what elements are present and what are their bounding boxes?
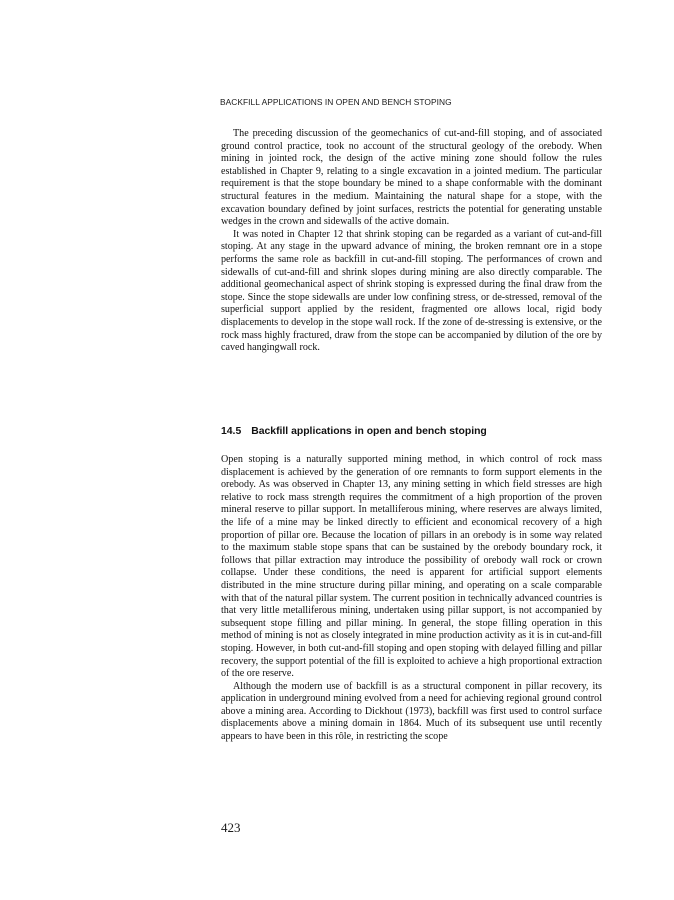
paragraph: Open stoping is a naturally supported mining method, in which control of rock mass displacement is achieved by the generation of ore remnants to form support elements in the orebody. As was observed in Chapter 13, any mining setting in which field stresses are high relative to rock mass strength requires the commitment of a high proportion of the proven mineral reserve to pillar support. In metalliferous mining, where reserves are always limited, the life of a mine may be linked directly to efficient and economical recovery of a high proportion of pillar ore. Because the location of pillars in an orebody is in some way related to the maximum stable stope spans that can be sustained by the orebody boundary rock, it follows that pillar extraction may introduce the possibility of orebody wall rock or crown collapse. Under these conditions, the need is apparent for artificial support elements distributed in the mine structure during pillar mining, and operating on a scale comparable with that of the natural pillar system. The current position in technically advanced countries is that very little metalliferous mining, undertaken using pillar support, is not accompanied by subsequent stope filling and pillar mining. In general, the stope filling operation in this method of mining is not as closely integrated in mine production activity as it is in cut-and-fill stoping. However, in both cut-and-fill stoping and open stoping with delayed filling and pillar recovery, the support potential of the fill is exploited to achieve a high proportional extraction of the ore reserve. <box>221 454 602 680</box>
page-number: 423 <box>221 820 241 835</box>
section-heading <box>221 426 602 437</box>
running-header: BACKFILL APPLICATIONS IN OPEN AND BENCH STOPING <box>220 97 452 107</box>
text-block-bottom <box>221 454 602 744</box>
text-block-top <box>221 128 602 355</box>
section-title: Backfill applications in open and bench stoping <box>251 426 487 437</box>
paragraph: The preceding discussion of the geomechanics of cut-and-fill stoping, and of associated ground control practice, took no account of the structural geology of the orebody. When mining in jointed rock, the design of the active mining zone should follow the rules established in Chapter 9, relating to a single excavation in a jointed medium. The particular requirement is that the stope boundary be mined to a shape conformable with the dominant structural features in the medium. Maintaining the natural shape for a stope, with the excavation boundary defined by joint surfaces, restricts the potential for generating unstable wedges in the crown and sidewalls of the active domain. <box>221 128 602 228</box>
paragraph: Although the modern use of backfill is as a structural component in pillar recovery, its application in underground mining evolved from a need for achieving regional ground control above a mining area. According to Dickhout (1973), backfill was first used to control surface displacements above a mining domain in 1864. Much of its subsequent use until recently appears to have been in this rôle, in restricting the scope <box>221 680 602 743</box>
paragraph: It was noted in Chapter 12 that shrink stoping can be regarded as a variant of cut-and-fill stoping. At any stage in the upward advance of mining, the broken remnant ore in a stope performs the same role as backfill in cut-and-fill stoping. The performances of crown and sidewalls of cut-and-fill and shrink slopes during mining are also directly comparable. The additional geomechanical aspect of shrink stoping is expressed during the final draw from the stope. Since the stope sidewalls are under low confining stress, or de-stressed, removal of the superficial support applied by the resident, fragmented ore allows local, rigid body displacements to develop in the stope wall rock. If the zone of de-stressing is extensive, or the rock mass highly fractured, draw from the stope can be accompanied by dilution of the ore by caved hangingwall rock. <box>221 228 602 354</box>
section-number: 14.5 <box>221 426 242 437</box>
